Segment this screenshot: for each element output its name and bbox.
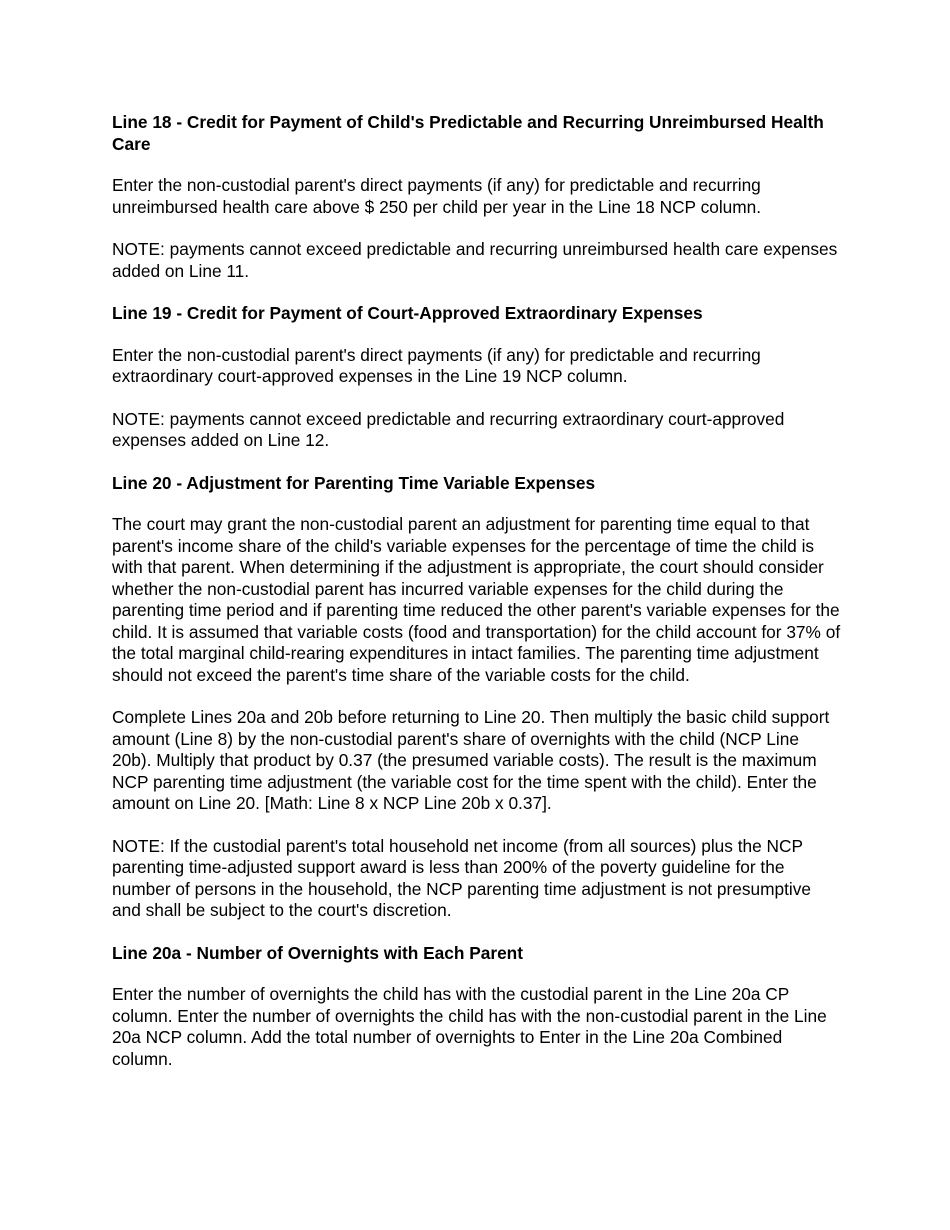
section-heading-line-19: Line 19 - Credit for Payment of Court-Approved Extraordinary Expenses [112,303,703,323]
paragraph: The court may grant the non-custodial parent an adjustment for parenting time equal to that parent's income share of the child's variable expenses for the percentage of time the child is with that parent. When determining if the adjustment is appropriate, the court should consider whether the non-custodial parent has incurred variable expenses for the child during the parenting time period and if parenting time reduced the other parent's variable expenses for the child. It is assumed that variable costs (food and transportation) for the child account for 37% of the total marginal child-rearing expenditures in intact families. The parenting time adjustment should not exceed the parent's time share of the variable costs for the child. [112,514,841,685]
paragraph: Enter the non-custodial parent's direct payments (if any) for predictable and recurring unreimbursed health care above $ 250 per child per year in the Line 18 NCP column. [112,175,762,217]
paragraph: Enter the number of overnights the child has with the custodial parent in the Line 20a CP column. Enter the number of overnights the child has with the non-custodial parent in the Line 20a NCP column. Add the total number of overnights to Enter in the Line 20a Combined column. [112,984,827,1069]
section-heading-line-20: Line 20 - Adjustment for Parenting Time Variable Expenses [112,472,596,493]
section-heading-line-18: Line 18 - Credit for Payment of Child's Predictable and Recurring Unreimbursed Health Care [112,112,824,154]
note-paragraph: NOTE: If the custodial parent's total household net income (from all sources) plus the NCP parenting time-adjusted support award is less than 200% of the poverty guideline for the number of persons in the household, the NCP parenting time adjustment is not presumptive and shall be subject to the court's discretion. [112,835,812,920]
paragraph: Complete Lines 20a and 20b before returning to Line 20. Then multiply the basic child support amount (Line 8) by the non-custodial parent's share of overnights with the child (NCP Line 20b). Multiply that product by 0.37 (the presumed variable costs). The result is the maximum NCP parenting time adjustment (the variable cost for the time spent with the child). Enter the amount on Line 20. [Math: Line 8 x NCP Line 20b x 0.37]. [112,707,830,813]
paragraph: Enter the non-custodial parent's direct payments (if any) for predictable and recurring extraordinary court-approved expenses in the Line 19 NCP column. [112,344,761,386]
document-page [112,112,842,1091]
note-paragraph: NOTE: payments cannot exceed predictable and recurring extraordinary court-approved expenses added on Line 12. [112,408,785,450]
note-paragraph: NOTE: payments cannot exceed predictable and recurring unreimbursed health care expenses added on Line 11. [112,239,838,281]
section-heading-line-20a: Line 20a - Number of Overnights with Each Parent [112,942,523,963]
